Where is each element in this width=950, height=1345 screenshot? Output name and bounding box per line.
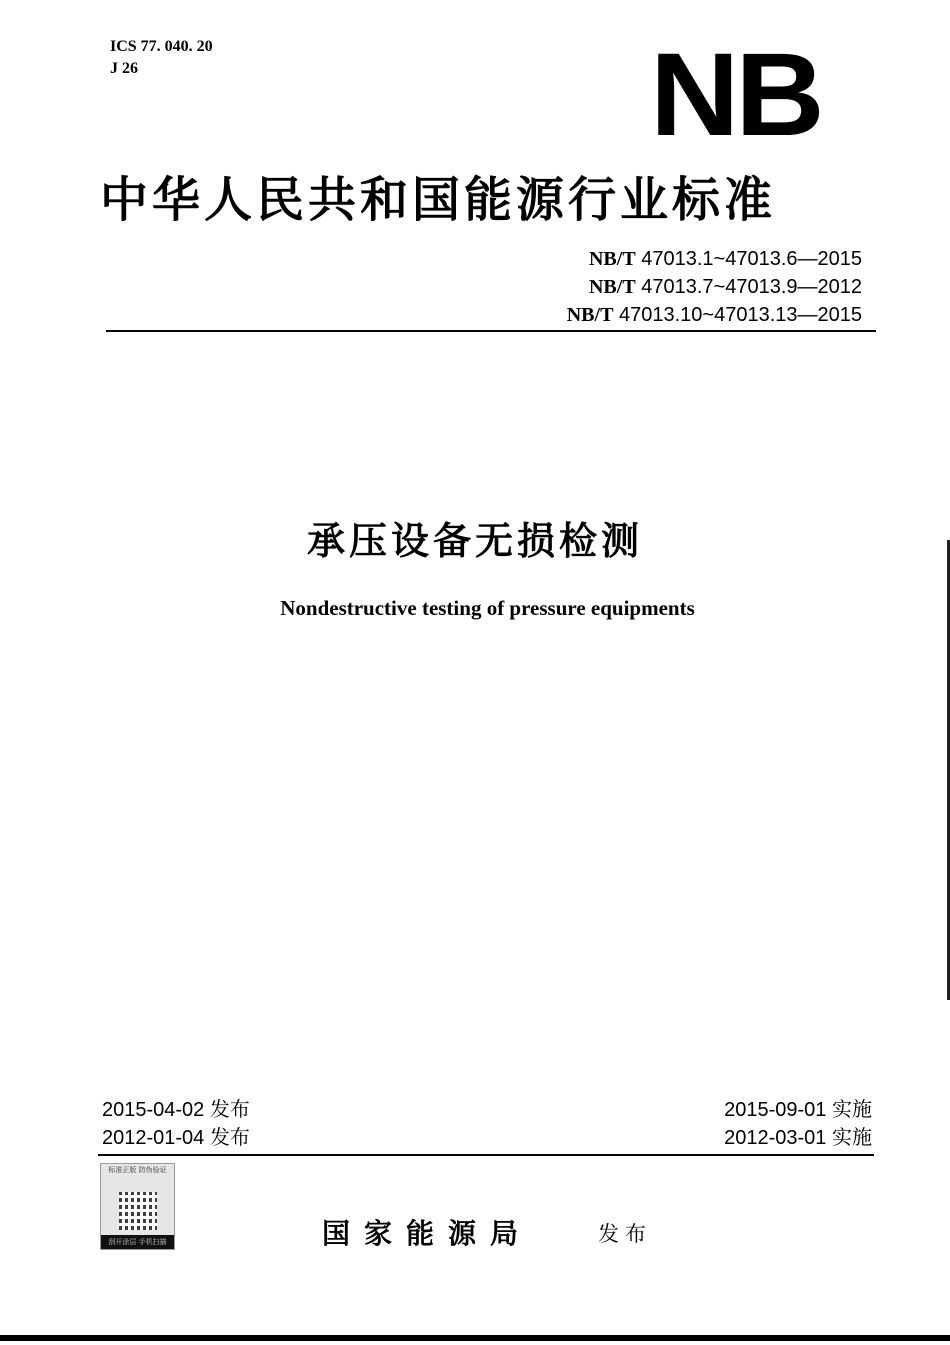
publish-dates <box>102 1096 250 1152</box>
classification-codes <box>110 36 213 80</box>
document-title-chinese: 承压设备无损检测 <box>306 519 643 563</box>
standard-type-heading: 中华人民共和国能源行业标准 <box>100 172 777 228</box>
publish-date-2: 2012-01-04 发布 <box>102 1127 250 1149</box>
document-title-english: Nondestructive testing of pressure equipments <box>280 596 695 620</box>
standard-number: 47013.1~47013.6—2015 <box>641 248 862 270</box>
standard-number: 47013.7~47013.9—2012 <box>641 276 862 298</box>
scratch-strip: 刮开涂层 手机扫描 <box>101 1235 174 1249</box>
standard-number: 47013.10~47013.13—2015 <box>618 304 862 326</box>
seal-heading: 标准正版 防伪验证 <box>108 1166 167 1174</box>
standard-prefix: NB/T <box>588 248 636 270</box>
footer-divider <box>98 1154 874 1156</box>
anti-counterfeit-label <box>100 1163 175 1250</box>
qr-code-pattern <box>119 1192 157 1230</box>
publish-date-1: 2015-04-02 发布 <box>102 1099 250 1121</box>
standard-numbers <box>567 245 862 329</box>
standard-number-1 <box>567 245 862 273</box>
ics-code: ICS 77. 040. 20 <box>110 38 213 55</box>
standard-prefix: NB/T <box>566 304 614 326</box>
header-divider <box>106 330 876 332</box>
standard-prefix: NB/T <box>588 276 636 298</box>
issue-label: 发布 <box>598 1222 652 1246</box>
ccs-code: J 26 <box>110 60 138 77</box>
page-bottom-bar <box>0 1335 950 1341</box>
implement-dates <box>724 1096 872 1152</box>
standard-number-2 <box>567 273 862 301</box>
nb-logo: NB <box>650 29 821 161</box>
implement-date-1: 2015-09-01 实施 <box>724 1099 872 1121</box>
issuing-authority: 国家能源局 <box>322 1217 533 1250</box>
standard-number-3 <box>567 301 862 329</box>
implement-date-2: 2012-03-01 实施 <box>724 1127 872 1149</box>
